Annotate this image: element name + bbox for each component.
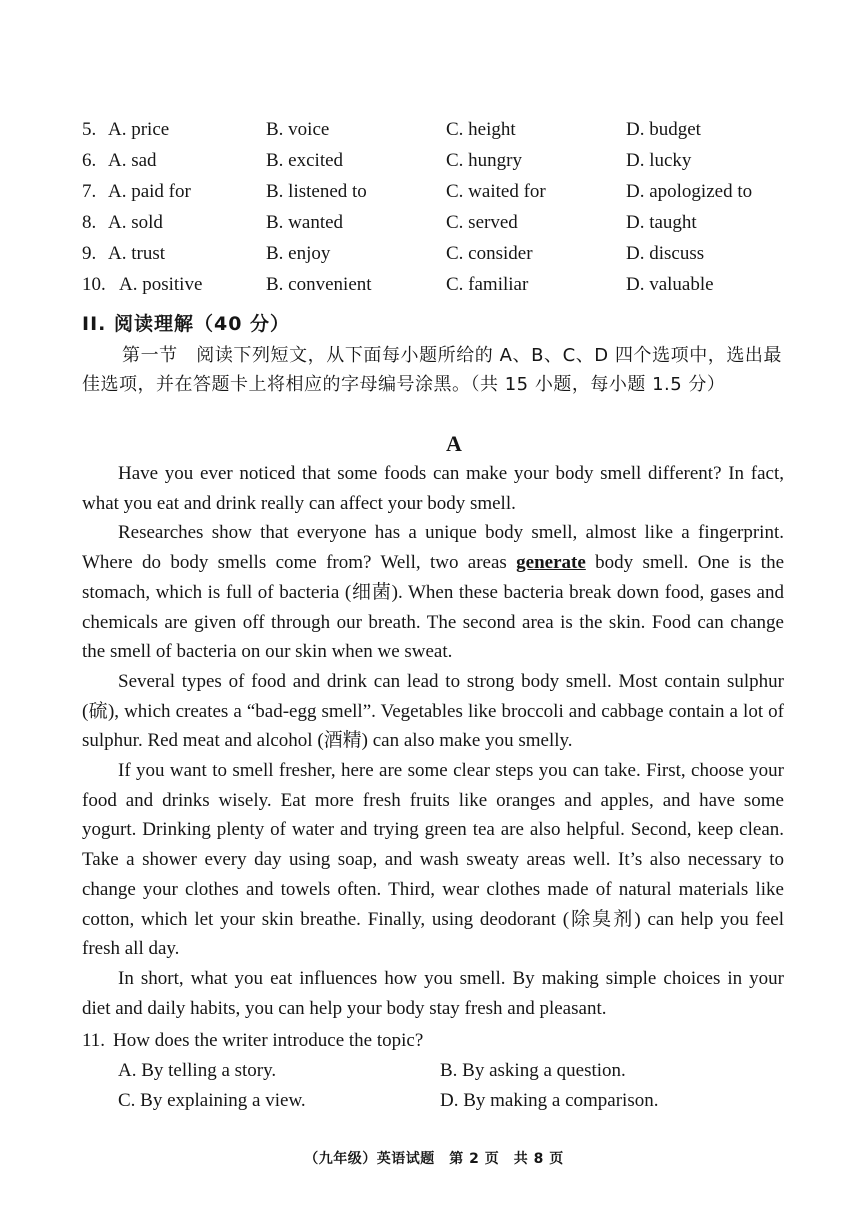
section-instructions: 第一节 阅读下列短文，从下面每小题所给的 A、B、C、D 四个选项中，选出最佳选项，并在答题卡上将相应的字母编号涂黑。（共 15 小题，每小题 1.5 分） [82, 345, 782, 395]
option-d: D. valuable [626, 274, 714, 295]
option-b: B. enjoy [266, 243, 331, 264]
question-number: 9. [82, 243, 97, 264]
option-b: B. convenient [266, 274, 372, 295]
question-11-option-b: B. By asking a question. [440, 1060, 626, 1081]
option-d: D. lucky [626, 150, 692, 171]
option-d: D. apologized to [626, 181, 753, 202]
question-number: 6. [82, 150, 97, 171]
option-a: A. paid for [108, 181, 191, 202]
option-row-5 [0, 115, 868, 145]
passage-paragraph-5: In short, what you eat influences how you smell. By making simple choices in your diet and daily habits, you can help your body stay fresh and pleasant. [82, 967, 784, 1019]
question-number: 11. [82, 1030, 106, 1051]
passage-body [82, 459, 784, 1023]
passage-paragraph-1: Have you ever noticed that some foods can make your body smell different? In fact, what you eat and drink really can affect your body smell. [82, 463, 784, 514]
option-c: C. height [446, 119, 516, 140]
question-number: 10. [82, 274, 106, 295]
option-c: C. consider [446, 243, 533, 264]
passage-paragraph-3: Several types of food and drink can lead to strong body smell. Most contain sulphur (硫), which creates a “bad-egg smell”. Vegetables like broccoli and cabbage contain a lot of sulphur. Red meat and alcohol (酒精) can also make you smelly. [82, 670, 784, 752]
option-row-6 [0, 146, 868, 176]
option-b: B. excited [266, 150, 344, 171]
question-11-option-d: D. By making a comparison. [440, 1090, 659, 1111]
option-b: B. voice [266, 119, 330, 140]
option-row-10 [0, 270, 868, 300]
option-row-9 [0, 239, 868, 269]
passage-paragraph-2 [82, 518, 784, 667]
page-footer: （九年级）英语试题 第 2 页 共 8 页 [304, 1151, 564, 1167]
option-row-7 [0, 177, 868, 207]
option-d: D. budget [626, 119, 701, 140]
question-number: 8. [82, 212, 97, 233]
option-c: C. familiar [446, 274, 529, 295]
option-b: B. listened to [266, 181, 367, 202]
option-a: A. positive [119, 274, 203, 295]
option-a: A. sold [108, 212, 163, 233]
option-d: D. discuss [626, 243, 705, 264]
option-a: A. price [108, 119, 170, 140]
question-number: 7. [82, 181, 97, 202]
question-11 [82, 1026, 423, 1055]
section-heading: II. 阅读理解（40 分） [82, 313, 291, 335]
option-c: C. waited for [446, 181, 546, 202]
option-row-8 [0, 208, 868, 238]
keyword-generate: generate [516, 552, 586, 574]
option-b: B. wanted [266, 212, 344, 233]
question-11-option-c: C. By explaining a view. [118, 1090, 306, 1111]
option-d: D. taught [626, 212, 697, 233]
paragraph-text: Researches show that everyone has a unique body smell, almost like a fingerprint. Where do body smells come from? Well, two areas [82, 522, 784, 574]
option-c: C. served [446, 212, 518, 233]
passage-paragraph-4: If you want to smell fresher, here are some clear steps you can take. First, choose your food and drinks wisely. Eat more fresh fruits like oranges and apples, and have some yogurt. Drinking plenty of water and trying green tea are also helpful. Second, keep clean. Take a shower every day using soap, and wash sweaty areas well. It’s also necessary to change your clothes and towels often. Third, wear clothes made of natural materials like cotton, which let your skin breathe. Finally, using deodorant (除臭剂) can help you feel fresh all day. [82, 760, 784, 960]
question-text: How does the writer introduce the topic? [113, 1030, 424, 1051]
option-a: A. sad [108, 150, 157, 171]
question-number: 5. [82, 119, 97, 140]
option-c: C. hungry [446, 150, 522, 171]
question-11-option-a: A. By telling a story. [118, 1060, 277, 1081]
passage-title: A [446, 431, 462, 456]
paragraph-text: body smell. One is the stomach, which is full of bacteria (细菌). When these bacteria break down food, gases and chemicals are given off through our breath. The second area is the skin. Food can change the smell of bacteria on our skin when we sweat. [82, 552, 785, 663]
option-a: A. trust [108, 243, 165, 264]
